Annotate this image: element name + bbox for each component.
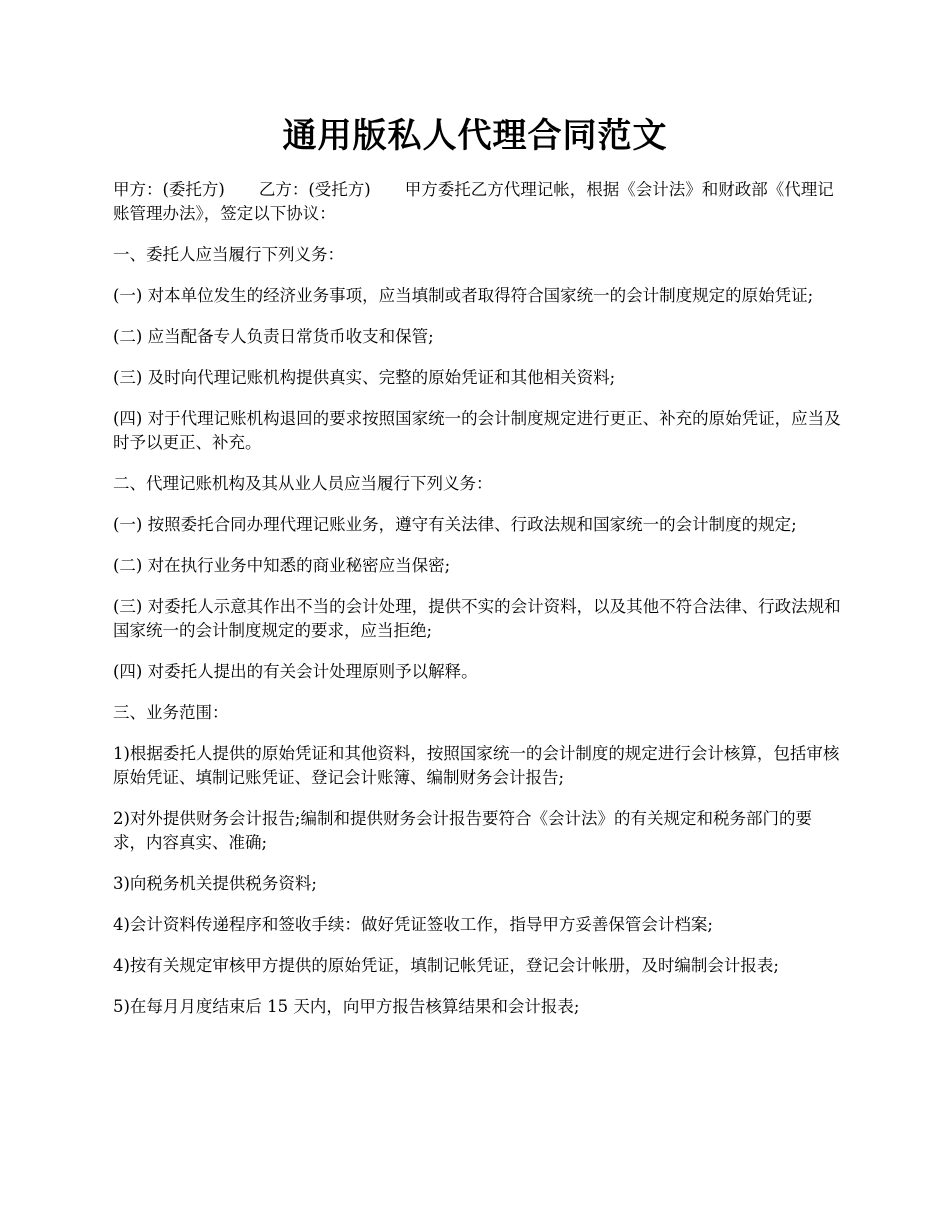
section-heading-scope: 三、业务范围： [113,703,229,722]
intro-statement: 甲方委托乙方代理记帐，根据《会计法》和财政部《代理记账管理办法》，签定以下协议： [113,180,834,223]
scope-item: 3)向税务机关提供税务资料; [113,874,317,893]
scope-item: 1)根据委托人提供的原始凭证和其他资料，按照国家统一的会计制度的规定进行会计核算，包括审核原始凭证、填制记账凭证、登记会计账簿、编制财务会计报告; [113,744,840,787]
clause: (一) 对本单位发生的经济业务事项，应当填制或者取得符合国家统一的会计制度规定的原始凭证; [113,286,814,305]
scope-item: 4)会计资料传递程序和签收手续：做好凭证签收工作，指导甲方妥善保管会计档案; [113,915,713,934]
party-b-label: 乙方：(受托方) [258,180,371,199]
scope-item: 2)对外提供财务会计报告;编制和提供财务会计报告要符合《会计法》的有关规定和税务部门的要求，内容真实、准确; [113,809,812,852]
party-a-label: 甲方：(委托方) [113,180,225,199]
scope-item: 4)按有关规定审核甲方提供的原始凭证，填制记帐凭证，登记会计帐册，及时编制会计报表; [113,956,779,975]
section-heading-obligations-agency: 二、代理记账机构及其从业人员应当履行下列义务： [113,474,493,493]
clause: (二) 应当配备专人负责日常货币收支和保管; [113,327,434,346]
clause: (三) 对委托人示意其作出不当的会计处理，提供不实的会计资料，以及其他不符合法律、行政法规和国家统一的会计制度规定的要求，应当拒绝; [113,597,841,640]
intro-paragraph [113,178,843,226]
document-title: 通用版私人代理合同范文 [282,116,668,156]
document-body [113,178,843,1036]
clause: (四) 对于代理记账机构退回的要求按照国家统一的会计制度规定进行更正、补充的原始凭证，应当及时予以更正、补充。 [113,409,841,452]
clause: (二) 对在执行业务中知悉的商业秘密应当保密; [113,556,451,575]
clause: (四) 对委托人提出的有关会计处理原则予以解释。 [113,662,478,681]
clause: (一) 按照委托合同办理代理记账业务，遵守有关法律、行政法规和国家统一的会计制度的规定; [113,515,797,534]
section-heading-obligations-client: 一、委托人应当履行下列义务： [113,245,344,264]
clause: (三) 及时向代理记账机构提供真实、完整的原始凭证和其他相关资料; [113,368,616,387]
scope-item: 5)在每月月度结束后 15 天内，向甲方报告核算结果和会计报表; [113,997,580,1016]
